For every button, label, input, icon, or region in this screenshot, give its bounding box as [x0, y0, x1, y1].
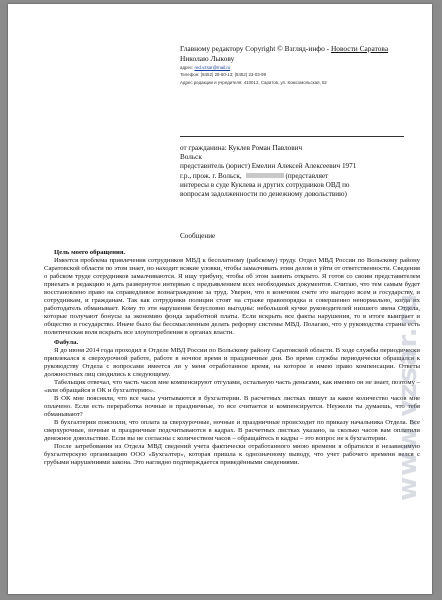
watermark-text: www.vzsar.ru [393, 293, 423, 501]
representative-line: представитель (юрист) Емелин Алексей Алексеевич 1971 [180, 162, 357, 171]
paragraph-accounting: В бухгалтерии пояснили, что оплата за сверхурочные, ночные и праздничные происходит по приказу начальника Отдела. Все сверхурочные, ночные и праздничные подсчитываются в кадрах. В расчетных листках указано, за сколько часов вам оплатили денежное довольствие. Если вы не согласны с количеством часов – обращайтесь в кадры – это вопрос не к бухгалтерии. [44, 418, 420, 443]
addressee-name: Николаю Лыкову [180, 53, 235, 63]
phone-line: Телефон: (8452) 28-60-13; (8452) 23-03-99 [180, 72, 267, 78]
representative-note-cont: интересы в суде Куклева и других сотрудников ОВД по [180, 180, 350, 189]
paragraph-timekeeper: Табельщик отвечал, что часть часов мне компенсируют отгулами, остальную часть деньгами, как именно он не знает, поэтому – «или обращайся в ОК и бухгалтерию». [44, 378, 420, 394]
news-link[interactable]: Новости Саратова [330, 44, 389, 53]
paragraph-audit: После затребования из Отдела МВД сведений учета фактически отработанного мною времени я обратился в независимую бухгалтерскую организацию ООО «Бухгалтер», которая пришла к однозначному выводу, что учет рабочего времени велся с грубыми нарушениями закона. Это наглядно подтверждается приведёнными сведениями. [44, 443, 420, 467]
redacted-address [246, 173, 284, 178]
email-link[interactable]: red.vzsar@mail.ru [194, 64, 231, 70]
sender-block [180, 144, 410, 199]
letter-body [44, 248, 420, 467]
representative-note-start: (представляет [285, 171, 329, 180]
addressee-title: Главному редактору Copyright © Взгляд-инфо - [180, 44, 331, 53]
message-label: Сообщение [180, 232, 216, 240]
paragraph-hr: В ОК мне поясняли, что все часы учитываются в бухгалтерии. В расчетных листках пишут за какое количество часов мне оплачено. Если есть переработка ночные и праздничные, то все считается и компенсируется. Неужели ты думаешь, что тебя обманывают? [44, 394, 420, 418]
header-divider [180, 136, 404, 137]
representative-note-end: вопросам задолженности по денежному довольствию) [180, 190, 347, 199]
paragraph-plot: Я до июня 2014 года проходил в Отделе МВД России по Вольскому району Саратовской области. В ходе службы периодически привлекался к сверхурочной работе, работе в ночное время и праздничные дни. Во время службы периодически обращался к руководству Отдела с вопросами имеется ли у меня отработанное время, на которое я имею право компенсации. Ответы должностных лиц сводились к следующему. [44, 346, 420, 378]
addressee-block [180, 44, 420, 86]
sender-name: от гражданина: Куклев Роман Павлович [180, 144, 303, 152]
address-line: Адрес редакции и учредителя: 410012, Саратов, ул. Комсомольская, 52 [180, 79, 327, 85]
plot-heading: Фабула. [54, 338, 79, 346]
email-label: адрес: [180, 64, 195, 70]
representative-address: г.р., прож. г. Вольск, [180, 171, 244, 180]
goal-heading: Цель моего обращения. [54, 249, 126, 256]
paragraph-goal: Имеется проблема привлечения сотрудников МВД к бесплатному (рабскому) труду. Отдел МВД России по Вольскому району Саратовской области по этом знает, но находит всякие уловки, чтобы замалчивать этим делом и уйти от ответственности. Сведения о рабском труде сотрудников замалчиваются. Я ищу трибуну, чтобы об этом заявить открыто. Я готов со своим представителем приехать в редакцию и дать развернутое интервью с предъявлением всех необходимых документов. Считаю, что тем самым будет восстановлено право на справедливое вознаграждение за труд. Уверен, что в конечном счете это выгодно всем и государству, и сотрудникам, и гражданам. Так как сотрудники полиции стоят на страже правопорядка и совершенно ненормально, когда их работодатель обманывает. Кому то эти нарушения безусловно выгодны: небольшой кучке руководителей низшего звена Отдела, которые получают бонусы за экономию фонда заработной платы. Если вскрыть все факты нарушения, то в итоге выиграет и общество и государство. Иначе было бы бессмысленным делать реформу системы МВД. Полагаю, что у руководства страны есть политическая воля вскрыть все злоупотребления в органах власти. [44, 257, 420, 337]
document-page [8, 4, 432, 594]
sender-city: Вольск [180, 153, 202, 162]
